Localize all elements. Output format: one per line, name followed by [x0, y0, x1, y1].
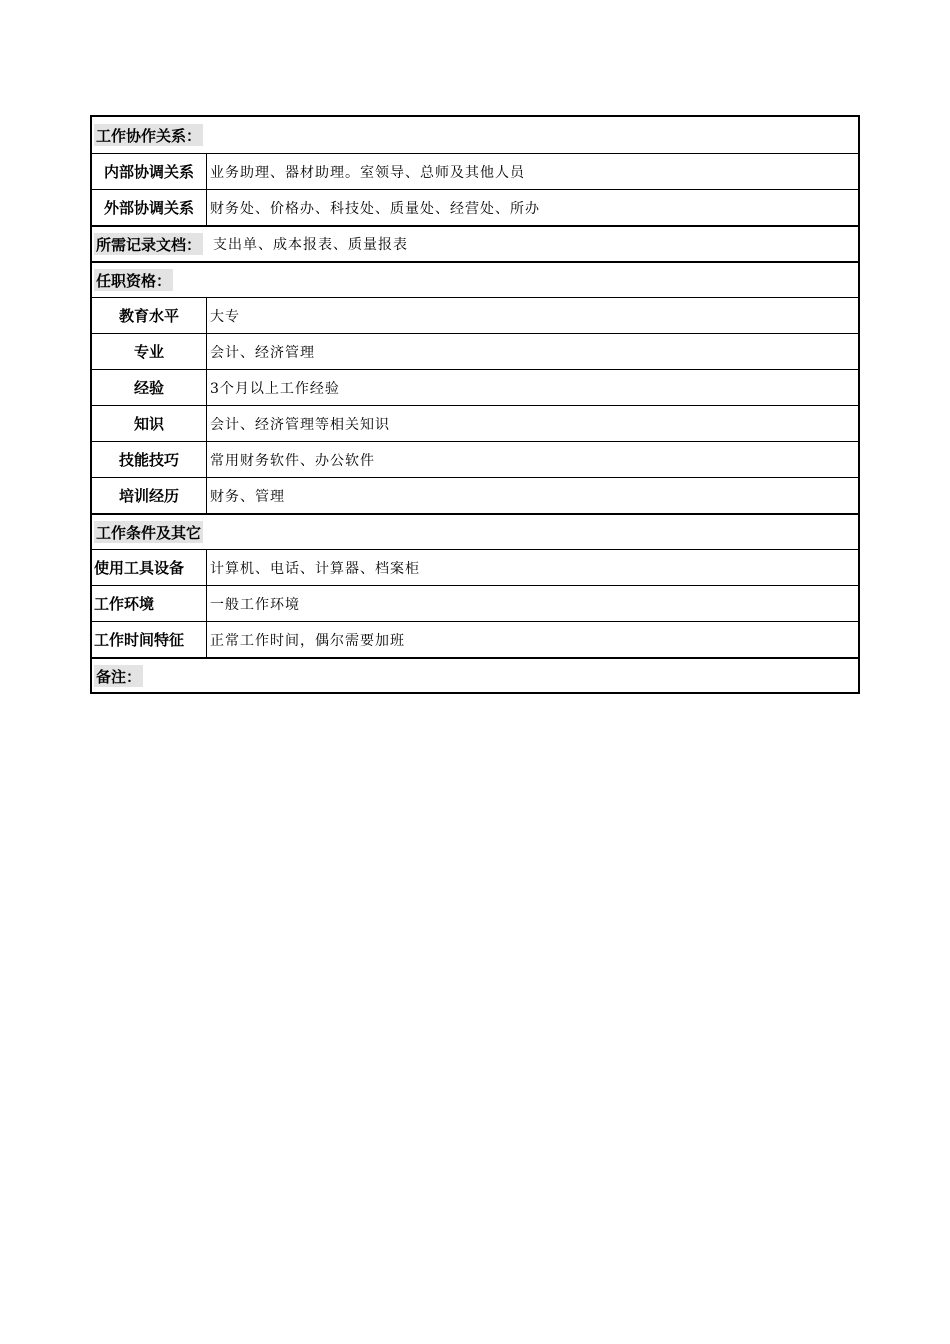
table-row: [92, 549, 858, 585]
row-value: 3个月以上工作经验: [210, 380, 340, 397]
row-value: 业务助理、器材助理。室领导、总师及其他人员: [210, 164, 525, 181]
records-row: [92, 225, 858, 261]
records-title: 所需记录文档：: [94, 233, 203, 255]
notes-title: 备注：: [94, 665, 143, 687]
row-label: 工作环境: [92, 586, 207, 621]
row-value: 正常工作时间，偶尔需要加班: [210, 632, 405, 649]
conditions-header-row: [92, 513, 858, 549]
row-label: 培训经历: [92, 478, 207, 513]
row-value: 常用财务软件、办公软件: [210, 452, 375, 469]
row-value: 财务、管理: [210, 488, 285, 505]
row-label: 使用工具设备: [92, 550, 207, 585]
table-row: [92, 585, 858, 621]
qualifications-header-row: [92, 261, 858, 297]
row-label: 技能技巧: [92, 442, 207, 477]
conditions-title: 工作条件及其它: [94, 521, 203, 543]
table-row: [92, 477, 858, 513]
table-row: [92, 297, 858, 333]
table-row: [92, 621, 858, 657]
row-label: 内部协调关系: [92, 154, 207, 189]
row-value: 大专: [210, 308, 240, 325]
row-value: 财务处、价格办、科技处、质量处、经营处、所办: [210, 200, 540, 217]
table-row: [92, 153, 858, 189]
records-value: 支出单、成本报表、质量报表: [213, 237, 409, 253]
collab-title: 工作协作关系：: [94, 124, 203, 146]
table-row: [92, 189, 858, 225]
table-row: [92, 369, 858, 405]
table-row: [92, 441, 858, 477]
row-value: 一般工作环境: [210, 596, 300, 613]
row-label: 外部协调关系: [92, 190, 207, 225]
row-value: 会计、经济管理: [210, 344, 315, 361]
collab-header-row: [92, 117, 858, 153]
job-description-table: [90, 115, 860, 694]
row-label: 经验: [92, 370, 207, 405]
row-label: 教育水平: [92, 298, 207, 333]
table-row: [92, 333, 858, 369]
row-value: 会计、经济管理等相关知识: [210, 416, 390, 433]
notes-row: [92, 657, 858, 692]
row-value: 计算机、电话、计算器、档案柜: [210, 560, 420, 577]
qualifications-title: 任职资格：: [94, 269, 173, 291]
row-label: 专业: [92, 334, 207, 369]
row-label: 工作时间特征: [92, 622, 207, 657]
table-row: [92, 405, 858, 441]
row-label: 知识: [92, 406, 207, 441]
